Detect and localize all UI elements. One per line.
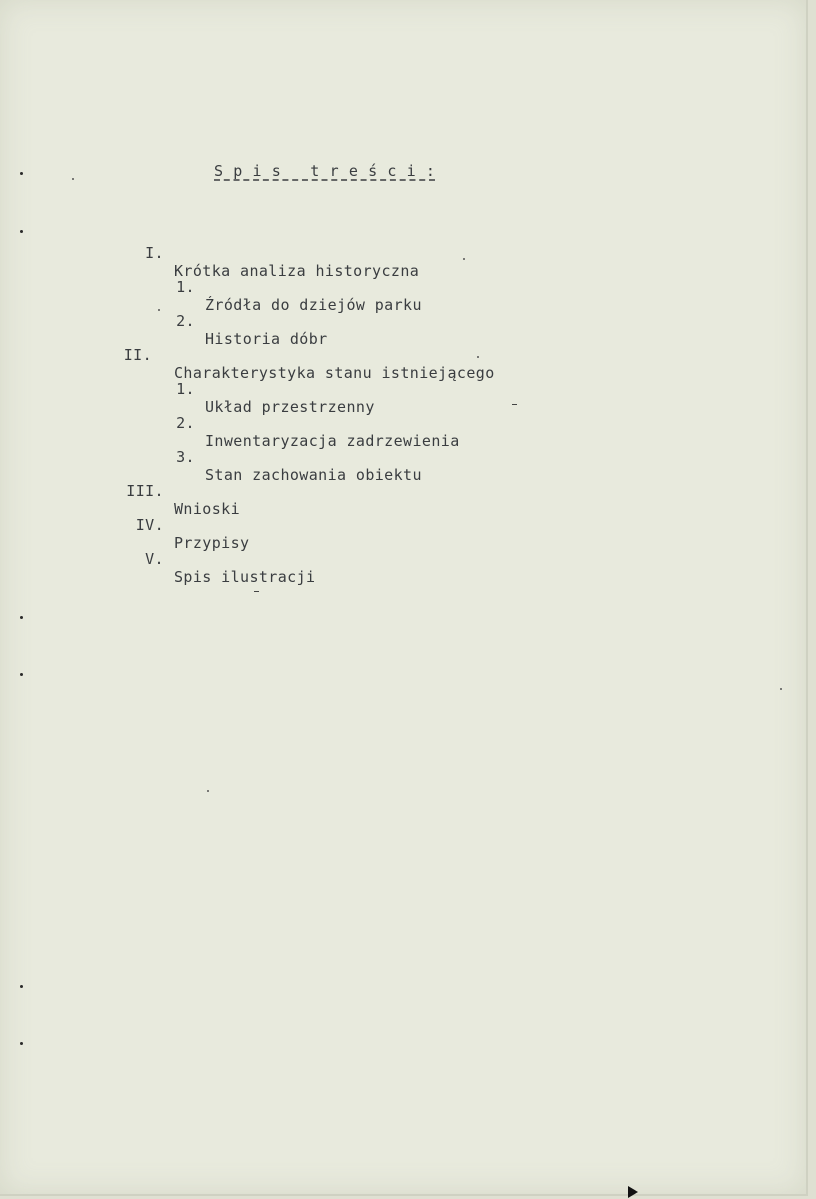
margin-dot	[20, 673, 23, 676]
margin-dot	[20, 985, 23, 988]
paper-speck	[463, 258, 465, 260]
toc-entry-text: Spis ilustracji	[174, 568, 316, 586]
toc-entry-number: 2.	[176, 312, 195, 330]
margin-dot	[20, 172, 23, 175]
paper-speck	[207, 790, 209, 792]
toc-entry-number: II.	[123, 346, 152, 364]
toc-entry-number: 2.	[176, 414, 195, 432]
toc-entry-text: Układ przestrzenny	[205, 398, 375, 416]
toc-entry-number: IV.	[135, 516, 164, 534]
paper-speck	[72, 178, 74, 180]
toc-entry-text: Stan zachowania obiektu	[205, 466, 422, 484]
margin-dot	[20, 616, 23, 619]
toc-entry-text: Źródła do dziejów parku	[205, 296, 422, 314]
paper-speck	[158, 309, 160, 311]
toc-entry-text: Krótka analiza historyczna	[174, 262, 420, 280]
paper-speck	[477, 356, 479, 358]
toc-entry-number: 1.	[176, 278, 195, 296]
toc-entry-number: I.	[145, 244, 164, 262]
paper-speck	[254, 591, 259, 592]
toc-entry-text: Charakterystyka stanu istniejącego	[174, 364, 495, 382]
margin-dot	[20, 1042, 23, 1045]
page-title: S p i s t r e ś c i :	[214, 162, 436, 180]
toc-entry-number: 1.	[176, 380, 195, 398]
toc-entry-number: 3.	[176, 448, 195, 466]
toc-entry-text: Wnioski	[174, 500, 241, 518]
toc-entry-text: Historia dóbr	[205, 330, 328, 348]
paper-speck	[780, 688, 782, 690]
toc-entry-text: Przypisy	[174, 534, 250, 552]
toc-entry-number: III.	[126, 482, 164, 500]
toc-entry-number: V.	[145, 550, 164, 568]
page-corner-mark	[628, 1186, 638, 1198]
stray-dash	[512, 404, 517, 405]
toc-entry-text: Inwentaryzacja zadrzewienia	[205, 432, 460, 450]
